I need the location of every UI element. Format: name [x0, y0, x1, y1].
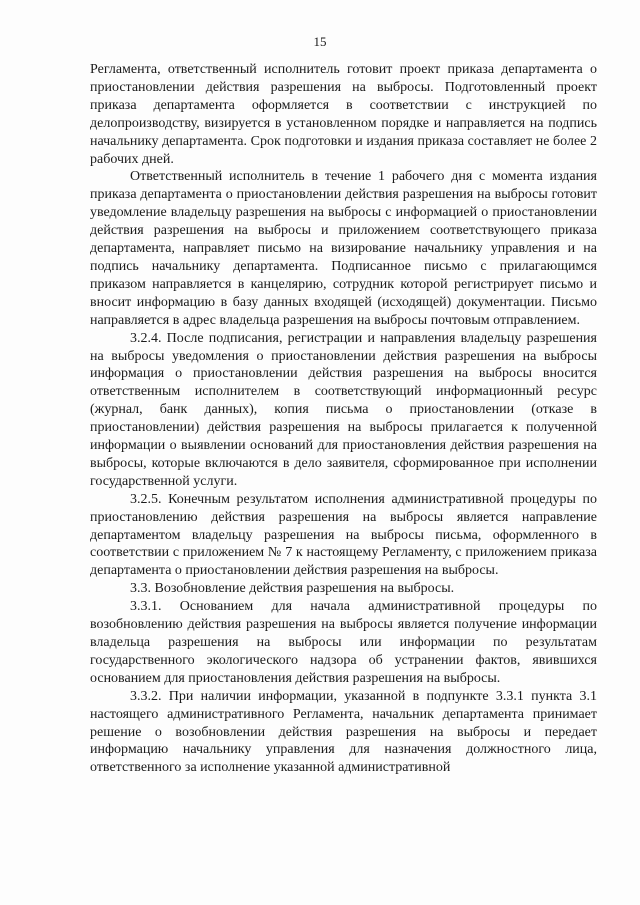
- document-body: [90, 61, 597, 777]
- paragraph-3-3-1: 3.3.1. Основанием для начала административной процедуры по возобновлению действия разрешения на выбросы является получение информации владельца разрешения на выбросы или информации по результатам государственного экологического надзора об устранении фактов, явившихся основанием для приостановления действия разрешения на выбросы.: [90, 599, 597, 686]
- paragraph-notification: Ответственный исполнитель в течение 1 рабочего дня с момента издания приказа департамента о приостановлении действия разрешения на выбросы готовит уведомление владельцу разрешения на выбросы с информацией о приостановлении действия разрешения на выбросы и приложением соответствующего приказа департамента, направляет письмо на визирование начальнику управления и на подпись начальнику департамента. Подписанное письмо с прилагающимся приказом направляется в канцелярию, сотрудник которой регистрирует письмо и вносит информацию в базу данных входящей (исходящей) документации. Письмо направляется в адрес владельца разрешения на выбросы почтовым отправлением.: [90, 169, 597, 328]
- paragraph-3-2-4: 3.2.4. После подписания, регистрации и направления владельцу разрешения на выбросы уведомления о приостановлении действия разрешения на выбросы информация о приостановлении действия разрешения на выбросы вносится ответственным исполнителем в соответствующий информационный ресурс (журнал, банк данных), копия письма о приостановлении (отказе в приостановлении) действия разрешения на выбросы прилагается к полученной информации о выявлении оснований для приостановления действия разрешения на выбросы, которые включаются в дело заявителя, сформированное при исполнении государственной услуги.: [90, 330, 597, 489]
- section-heading-3-3: 3.3. Возобновление действия разрешения на выбросы.: [130, 581, 455, 597]
- paragraph-continuation: Регламента, ответственный исполнитель готовит проект приказа департамента о приостановлении действия разрешения на выбросы. Подготовленный проект приказа департамента оформляется в соответствии с инструкцией по делопроизводству, визируется в установленном порядке и направляется на подпись начальнику департамента. Срок подготовки и издания приказа составляет не более 2 рабочих дней.: [90, 62, 597, 167]
- paragraph-3-2-5: 3.2.5. Конечным результатом исполнения административной процедуры по приостановлению действия разрешения на выбросы является направление департаментом владельцу разрешения на выбросы письма, оформленного в соответствии с приложением № 7 к настоящему Регламенту, с приложением приказа департамента о приостановлении действия разрешения на выбросы.: [90, 491, 597, 579]
- page-number: 15: [313, 34, 327, 49]
- paragraph-3-3-2: 3.3.2. При наличии информации, указанной в подпункте 3.3.1 пункта 3.1 настоящего административного Регламента, начальник департамента принимает решение о возобновлении действия разрешения на выбросы и передает информацию начальнику управления для назначения должностного лица, ответственного за исполнение указанной административной: [90, 688, 597, 776]
